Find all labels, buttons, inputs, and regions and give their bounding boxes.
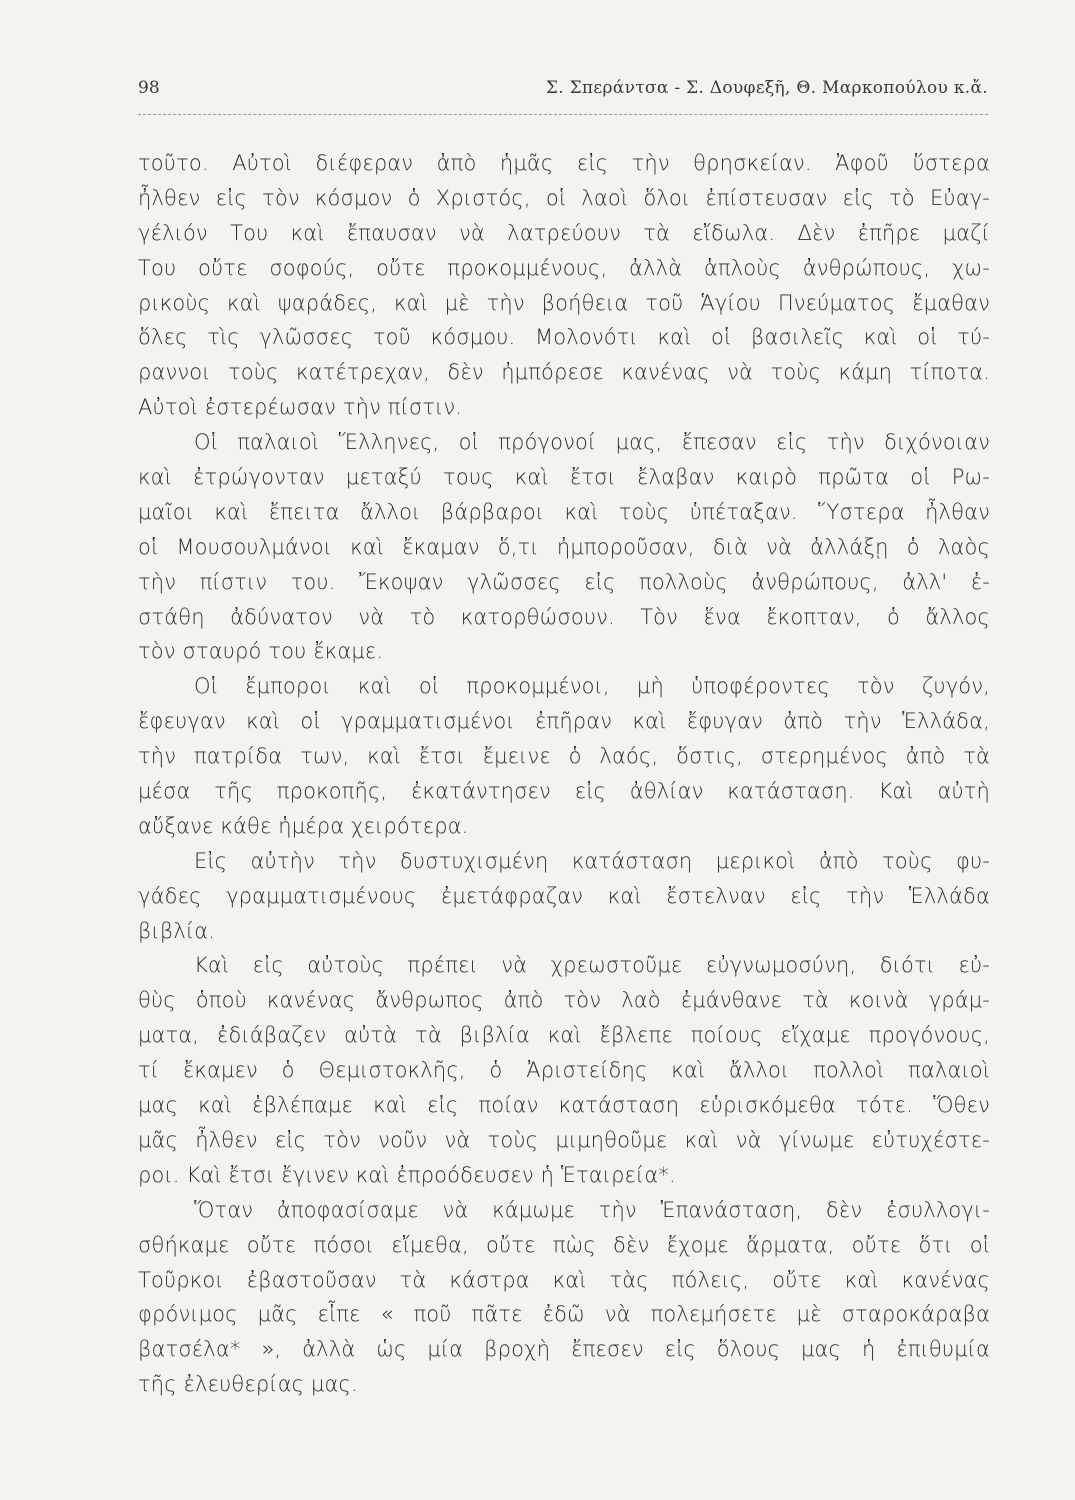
running-head (138, 78, 988, 104)
text-line: στάθη ἀδύνατον νὰ τὸ κατορθώσουν. Τὸν ἕνα ἔκοπταν, ὁ ἄλλος (138, 604, 990, 629)
text-line: βατσέλα* », ἀλλὰ ὡς μία βροχὴ ἔπεσεν εἰς ὅλους μας ἡ ἐπιθυμία (138, 1337, 990, 1362)
text-line: ματα, ἐδιάβαζεν αὐτὰ τὰ βιβλία καὶ ἔβλεπε ποίους εἴχαμε προγόνους, (138, 1023, 990, 1048)
text-line: ἦλθεν εἰς τὸν κόσμον ὁ Χριστός, οἱ λαοὶ ὅλοι ἐπίστευσαν εἰς τὸ Εὐαγ- (138, 185, 990, 210)
text-line: Αὐτοὶ ἐστερέωσαν τὴν πίστιν. (138, 395, 463, 420)
text-line: Εἰς αὐτὴν τὴν δυστυχισμένη κατάσταση μερικοὶ ἀπὸ τοὺς φυ- (194, 848, 990, 873)
text-line: τοῦτο. Αὐτοὶ διέφεραν ἀπὸ ἡμᾶς εἰς τὴν θρησκείαν. Ἀφοῦ ὕστερα (138, 151, 990, 175)
text-line: φρόνιμος μᾶς εἶπε « ποῦ πᾶτε ἐδῶ νὰ πολεμήσετε μὲ σταροκάραβα (138, 1302, 990, 1327)
text-line: τὴν πατρίδα των, καὶ ἔτσι ἔμεινε ὁ λαός, ὅστις, στερημένος ἀπὸ τὰ (138, 744, 990, 769)
text-line: τί ἔκαμεν ὁ Θεμιστοκλῆς, ὁ Ἀριστείδης καὶ ἄλλοι πολλοὶ παλαιοὶ (138, 1058, 990, 1083)
page-number: 98 (138, 78, 160, 98)
text-line: καὶ ἐτρώγονταν μεταξύ τους καὶ ἔτσι ἔλαβαν καιρὸ πρῶτα οἱ Ρω- (138, 465, 990, 490)
running-head-authors: Σ. Σπεράντσα - Σ. Δουφεξῆ, Θ. Μαρκοπούλου κ.ἄ. (545, 78, 988, 98)
text-line: ρικοὺς καὶ ψαράδες, καὶ μὲ τὴν βοήθεια τοῦ Ἁγίου Πνεύματος ἔμαθαν (138, 290, 990, 315)
text-line: μαῖοι καὶ ἔπειτα ἄλλοι βάρβαροι καὶ τοὺς ὑπέταξαν. Ὕστερα ἦλθαν (138, 499, 990, 524)
text-line: μας καὶ ἐβλέπαμε καὶ εἰς ποίαν κατάσταση εὑρισκόμεθα τότε. Ὅθεν (138, 1093, 990, 1118)
text-line: Του οὔτε σοφούς, οὔτε προκομμένους, ἀλλὰ ἁπλοὺς ἀνθρώπους, χω- (138, 255, 990, 280)
text-line: θὺς ὁποὺ κανένας ἄνθρωπος ἀπὸ τὸν λαὸ ἐμάνθανε τὰ κοινὰ γράμ- (138, 988, 990, 1013)
text-line: Τοῦρκοι ἐβαστοῦσαν τὰ κάστρα καὶ τὰς πόλεις, οὔτε καὶ κανένας (138, 1267, 990, 1292)
text-line: Ὅταν ἀποφασίσαμε νὰ κάμωμε τὴν Ἐπανάσταση, δὲν ἐσυλλογι- (194, 1197, 990, 1222)
text-line: Καὶ εἰς αὐτοὺς πρέπει νὰ χρεωστοῦμε εὐγνωμοσύνη, διότι εὐ- (194, 953, 990, 978)
text-line: μέσα τῆς προκοπῆς, ἐκατάντησεν εἰς ἀθλίαν κατάσταση. Καὶ αὐτὴ (138, 779, 990, 804)
text-line: ἔφευγαν καὶ οἱ γραμματισμένοι ἐπῆραν καὶ ἔφυγαν ἀπὸ τὴν Ἑλλάδα, (138, 709, 990, 734)
text-line: ραννοι τοὺς κατέτρεχαν, δὲν ἠμπόρεσε κανένας νὰ τοὺς κάμη τίποτα. (138, 360, 990, 385)
text-line: Οἱ παλαιοὶ Ἕλληνες, οἱ πρόγονοί μας, ἔπεσαν εἰς τὴν διχόνοιαν (194, 430, 990, 455)
text-line: τὴν πίστιν του. Ἔκοψαν γλῶσσες εἰς πολλοὺς ἀνθρώπους, ἀλλ' ἐ- (138, 569, 990, 594)
text-line: μᾶς ἦλθεν εἰς τὸν νοῦν νὰ τοὺς μιμηθοῦμε καὶ νὰ γίνωμε εὐτυχέστε- (138, 1127, 990, 1152)
paragraph (138, 948, 990, 1192)
text-line: Οἱ ἔμποροι καὶ οἱ προκομμένοι, μὴ ὑποφέροντες τὸν ζυγόν, (194, 674, 990, 699)
text-line: αὔξανε κάθε ἡμέρα χειρότερα. (138, 813, 469, 838)
paragraph (138, 669, 990, 843)
text-line: ὅλες τὶς γλῶσσες τοῦ κόσμου. Μολονότι καὶ οἱ βασιλεῖς καὶ οἱ τύ- (138, 325, 990, 350)
text-line: γέλιόν Του καὶ ἔπαυσαν νὰ λατρεύουν τὰ εἴδωλα. Δὲν ἐπῆρε μαζί (138, 220, 990, 245)
text-line: τῆς ἐλευθερίας μας. (138, 1372, 358, 1397)
text-line: τὸν σταυρό του ἔκαμε. (138, 639, 384, 664)
body-text (138, 146, 990, 1402)
text-line: βιβλία. (138, 918, 216, 943)
text-line: οἱ Μουσουλμάνοι καὶ ἔκαμαν ὅ,τι ἠμποροῦσαν, διὰ νὰ ἀλλάξῃ ὁ λαὸς (138, 534, 990, 559)
paragraph (138, 844, 990, 949)
text-line: γάδες γραμματισμένους ἐμετάφραζαν καὶ ἔστελναν εἰς τὴν Ἑλλάδα (138, 883, 990, 908)
paragraph (138, 1193, 990, 1402)
paragraph (138, 146, 990, 425)
paragraph (138, 425, 990, 669)
text-line: σθήκαμε οὔτε πόσοι εἴμεθα, οὔτε πὼς δὲν ἔχομε ἅρματα, οὔτε ὅτι οἱ (138, 1232, 990, 1257)
text-line: ροι. Καὶ ἔτσι ἔγινεν καὶ ἐπροόδευσεν ἡ Ἑταιρεία*. (138, 1162, 676, 1187)
header-divider (138, 114, 988, 115)
